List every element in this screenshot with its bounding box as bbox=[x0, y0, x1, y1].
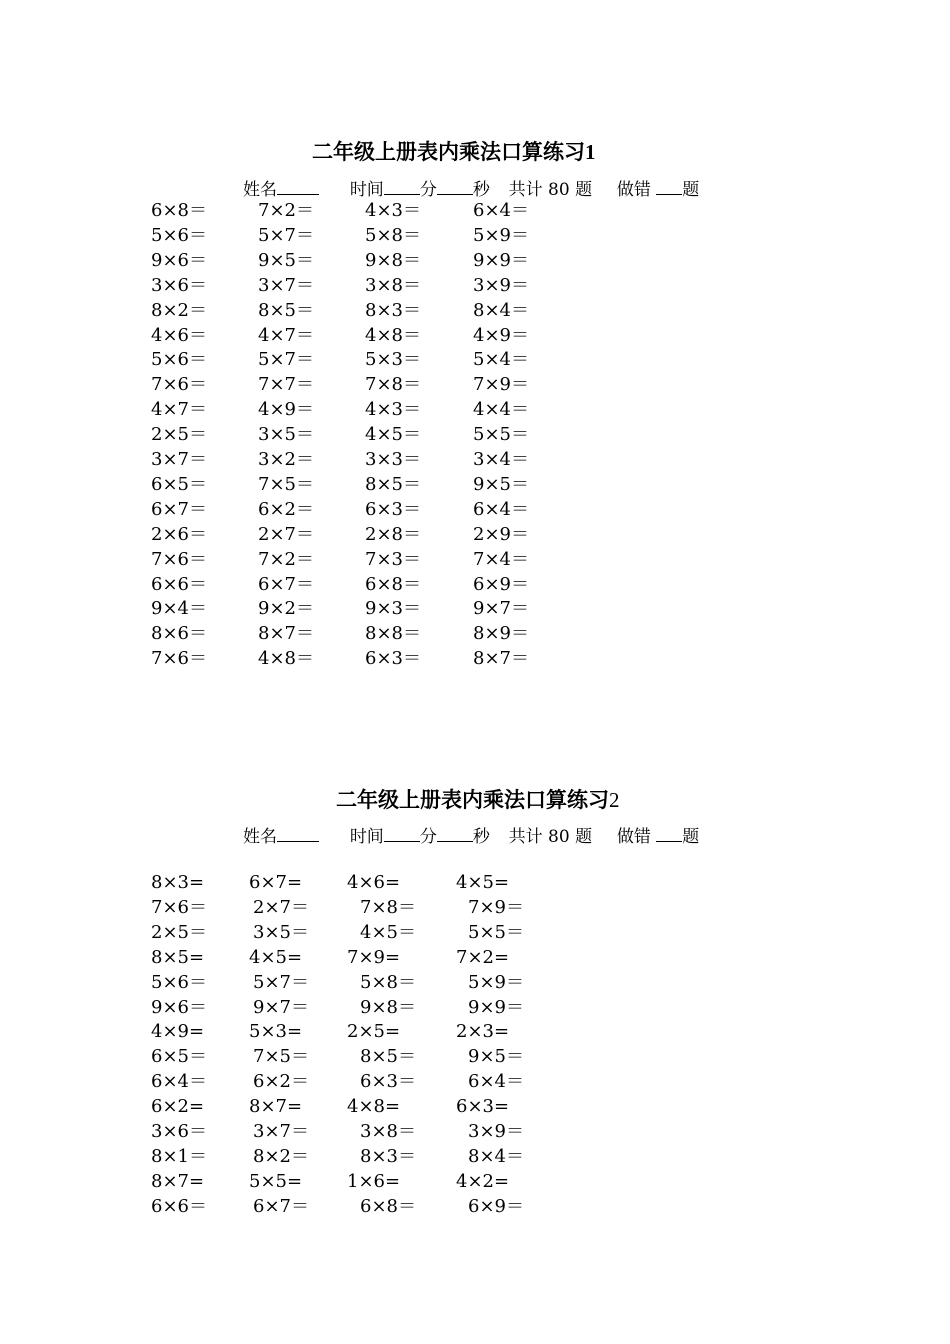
problem-cell: 8×7= bbox=[249, 1096, 303, 1118]
problem-cell: 4×9= bbox=[151, 1021, 205, 1043]
problem-cell: 8×5＝ bbox=[258, 299, 314, 321]
problem-cell: 8×5＝ bbox=[360, 1046, 416, 1068]
problem-cell: 7×5＝ bbox=[258, 473, 314, 495]
time-label: 时间 bbox=[349, 827, 384, 847]
problem-cell: 4×5= bbox=[249, 946, 303, 968]
name-blank[interactable] bbox=[277, 827, 319, 842]
problem-cell: 4×8＝ bbox=[258, 648, 314, 670]
problem-cell: 7×6＝ bbox=[151, 896, 207, 918]
title-number: 2 bbox=[609, 788, 620, 812]
problem-cell: 3×5＝ bbox=[253, 921, 309, 943]
problem-cell: 6×6＝ bbox=[151, 1195, 207, 1217]
problem-cell: 5×9＝ bbox=[468, 971, 524, 993]
wrong-unit: 题 bbox=[682, 827, 700, 847]
problem-cell: 2×6＝ bbox=[151, 523, 207, 545]
problem-cell: 9×8＝ bbox=[365, 249, 421, 271]
problem-cell: 8×1＝ bbox=[151, 1145, 207, 1167]
problem-cell: 6×5＝ bbox=[151, 1046, 207, 1068]
problem-cell: 3×3＝ bbox=[365, 449, 421, 470]
problem-cell: 4×5＝ bbox=[360, 921, 416, 943]
time-second-blank[interactable] bbox=[437, 827, 473, 842]
problem-cell: 2×8＝ bbox=[365, 523, 421, 545]
problem-cell: 4×6＝ bbox=[151, 324, 207, 346]
problem-cell: 8×2＝ bbox=[253, 1145, 309, 1167]
problem-cell: 6×2＝ bbox=[258, 498, 314, 520]
problem-cell: 5×6＝ bbox=[151, 971, 207, 993]
problem-cell: 5×6＝ bbox=[151, 349, 207, 371]
time-second-blank[interactable] bbox=[437, 180, 473, 195]
problem-cell: 8×2＝ bbox=[151, 299, 207, 321]
problem-cell: 3×6＝ bbox=[151, 1121, 207, 1142]
problem-cell: 3×8＝ bbox=[365, 274, 421, 296]
problem-cell: 6×3＝ bbox=[365, 648, 421, 670]
problem-cell: 7×9＝ bbox=[468, 896, 524, 918]
student-info-line-2 bbox=[243, 822, 699, 847]
problem-cell: 6×4＝ bbox=[151, 1071, 207, 1093]
title-text: 二年级上册表内乘法口算练习 bbox=[312, 139, 585, 164]
problem-cell: 9×9＝ bbox=[468, 996, 524, 1018]
problem-cell: 2×5＝ bbox=[151, 424, 207, 446]
wrong-blank[interactable] bbox=[656, 827, 682, 842]
problem-cell: 6×4＝ bbox=[473, 200, 529, 221]
problem-cell: 8×7＝ bbox=[473, 648, 529, 670]
wrong-blank[interactable] bbox=[656, 180, 682, 195]
total-count: 共计 80 题 bbox=[508, 827, 593, 847]
problem-cell: 4×4＝ bbox=[473, 399, 529, 421]
problem-cell: 7×2＝ bbox=[258, 200, 314, 221]
problem-cell: 5×7＝ bbox=[258, 224, 314, 246]
problem-cell: 7×5＝ bbox=[253, 1046, 309, 1068]
problem-cell: 2×7＝ bbox=[258, 523, 314, 545]
wrong-unit: 题 bbox=[682, 180, 700, 200]
problem-cell: 7×8＝ bbox=[365, 374, 421, 396]
wrong-label: 做错 bbox=[616, 827, 651, 847]
problem-cell: 5×5＝ bbox=[473, 424, 529, 446]
problem-cell: 7×2= bbox=[456, 946, 510, 968]
problem-cell: 4×8＝ bbox=[365, 324, 421, 346]
problem-cell: 4×7＝ bbox=[258, 324, 314, 346]
problem-cell: 5×8＝ bbox=[365, 224, 421, 246]
problem-cell: 3×9＝ bbox=[473, 274, 529, 296]
problem-cell: 3×8＝ bbox=[360, 1121, 416, 1142]
problem-cell: 6×7＝ bbox=[253, 1195, 309, 1217]
problem-cell: 6×4＝ bbox=[473, 498, 529, 520]
problem-cell: 3×6＝ bbox=[151, 274, 207, 296]
problem-cell: 5×5= bbox=[249, 1170, 303, 1192]
problem-cell: 6×5＝ bbox=[151, 473, 207, 495]
problem-cell: 5×8＝ bbox=[360, 971, 416, 993]
problem-cell: 9×6＝ bbox=[151, 249, 207, 271]
problem-cell: 6×2＝ bbox=[253, 1071, 309, 1093]
time-minute-blank[interactable] bbox=[384, 827, 420, 842]
problem-cell: 4×9＝ bbox=[473, 324, 529, 346]
problem-cell: 5×7＝ bbox=[253, 971, 309, 993]
problem-cell: 6×4＝ bbox=[468, 1071, 524, 1093]
problem-cell: 9×8＝ bbox=[360, 996, 416, 1018]
problem-cell: 7×9＝ bbox=[473, 374, 529, 396]
title-text: 二年级上册表内乘法口算练习 bbox=[336, 787, 609, 812]
problem-cell: 9×5＝ bbox=[473, 473, 529, 495]
problem-cell: 3×2＝ bbox=[258, 449, 314, 470]
problem-cell: 6×6＝ bbox=[151, 573, 207, 595]
problem-cell: 5×3= bbox=[249, 1021, 303, 1043]
problem-cell: 4×5= bbox=[456, 872, 510, 893]
minute-label: 分 bbox=[419, 827, 437, 847]
problem-cell: 6×8＝ bbox=[365, 573, 421, 595]
problem-cell: 4×5＝ bbox=[365, 424, 421, 446]
problem-cell: 4×8= bbox=[347, 1096, 401, 1118]
problem-cell: 7×6＝ bbox=[151, 548, 207, 570]
time-label: 时间 bbox=[349, 180, 384, 200]
problem-cell: 2×9＝ bbox=[473, 523, 529, 545]
problem-cell: 4×6= bbox=[347, 872, 401, 893]
problem-cell: 8×3= bbox=[151, 872, 205, 893]
problem-cell: 7×3＝ bbox=[365, 548, 421, 570]
problem-cell: 5×6＝ bbox=[151, 224, 207, 246]
problem-cell: 8×7= bbox=[151, 1170, 205, 1192]
problem-cell: 2×7＝ bbox=[253, 896, 309, 918]
problem-cell: 2×5＝ bbox=[151, 921, 207, 943]
problem-cell: 6×3＝ bbox=[365, 498, 421, 520]
problem-cell: 8×3＝ bbox=[365, 299, 421, 321]
problem-cell: 9×7＝ bbox=[473, 598, 529, 620]
problem-cell: 4×7＝ bbox=[151, 399, 207, 421]
problem-cell: 9×7＝ bbox=[253, 996, 309, 1018]
problem-cell: 8×3＝ bbox=[360, 1145, 416, 1167]
problem-cell: 4×3＝ bbox=[365, 399, 421, 421]
problem-cell: 9×5＝ bbox=[258, 249, 314, 271]
title-number: 1 bbox=[585, 140, 596, 164]
problem-cell: 9×4＝ bbox=[151, 598, 207, 620]
problem-cell: 4×2= bbox=[456, 1170, 510, 1192]
problem-cell: 8×6＝ bbox=[151, 623, 207, 645]
name-label: 姓名 bbox=[243, 180, 277, 200]
problem-cell: 8×7＝ bbox=[258, 623, 314, 645]
problem-cell: 5×9＝ bbox=[473, 224, 529, 246]
second-label: 秒 bbox=[472, 827, 490, 847]
problem-cell: 3×7＝ bbox=[151, 449, 207, 470]
problem-cell: 8×8＝ bbox=[365, 623, 421, 645]
problem-cell: 1×6= bbox=[347, 1170, 401, 1192]
problem-cell: 3×7＝ bbox=[253, 1121, 309, 1142]
problem-cell: 5×5＝ bbox=[468, 921, 524, 943]
problem-cell: 8×4＝ bbox=[468, 1145, 524, 1167]
problem-cell: 7×2＝ bbox=[258, 548, 314, 570]
problem-cell: 9×3＝ bbox=[365, 598, 421, 620]
problem-cell: 5×3＝ bbox=[365, 349, 421, 371]
problem-cell: 8×5= bbox=[151, 946, 205, 968]
worksheet-title-2 bbox=[336, 784, 620, 814]
problem-cell: 6×3= bbox=[456, 1096, 510, 1118]
problem-cell: 6×8＝ bbox=[151, 200, 207, 221]
problem-cell: 6×7= bbox=[249, 872, 303, 893]
problem-cell: 6×8＝ bbox=[360, 1195, 416, 1217]
problem-cell: 8×5＝ bbox=[365, 473, 421, 495]
total-count: 共计 80 题 bbox=[508, 180, 593, 200]
problem-cell: 7×6＝ bbox=[151, 374, 207, 396]
problem-cell: 3×7＝ bbox=[258, 274, 314, 296]
problem-cell: 9×2＝ bbox=[258, 598, 314, 620]
problem-cell: 5×7＝ bbox=[258, 349, 314, 371]
problem-cell: 6×9＝ bbox=[473, 573, 529, 595]
problem-cell: 3×4＝ bbox=[473, 449, 529, 470]
worksheet-title-1 bbox=[312, 136, 596, 166]
problem-cell: 2×3= bbox=[456, 1021, 510, 1043]
problem-cell: 9×9＝ bbox=[473, 249, 529, 271]
problem-cell: 7×4＝ bbox=[473, 548, 529, 570]
second-label: 秒 bbox=[472, 180, 490, 200]
problem-cell: 4×3＝ bbox=[365, 200, 421, 221]
problem-cell: 8×9＝ bbox=[473, 623, 529, 645]
problem-cell: 6×7＝ bbox=[258, 573, 314, 595]
problem-cell: 9×5＝ bbox=[468, 1046, 524, 1068]
problem-cell: 8×4＝ bbox=[473, 299, 529, 321]
problem-cell: 3×9＝ bbox=[468, 1121, 524, 1142]
problem-cell: 6×7＝ bbox=[151, 498, 207, 520]
problem-cell: 9×6＝ bbox=[151, 996, 207, 1018]
problem-cell: 7×8＝ bbox=[360, 896, 416, 918]
problem-cell: 5×4＝ bbox=[473, 349, 529, 371]
problem-cell: 6×2= bbox=[151, 1096, 205, 1118]
problem-cell: 6×3＝ bbox=[360, 1071, 416, 1093]
problem-cell: 2×5= bbox=[347, 1021, 401, 1043]
problem-cell: 7×6＝ bbox=[151, 648, 207, 670]
problem-cell: 7×7＝ bbox=[258, 374, 314, 396]
wrong-label: 做错 bbox=[616, 180, 651, 200]
time-minute-blank[interactable] bbox=[384, 180, 420, 195]
minute-label: 分 bbox=[419, 180, 437, 200]
problem-cell: 7×9= bbox=[347, 946, 401, 968]
name-label: 姓名 bbox=[243, 827, 277, 847]
name-blank[interactable] bbox=[277, 180, 319, 195]
problem-cell: 4×9＝ bbox=[258, 399, 314, 421]
problem-cell: 6×9＝ bbox=[468, 1195, 524, 1217]
problem-cell: 3×5＝ bbox=[258, 424, 314, 446]
student-info-line-1 bbox=[243, 175, 699, 200]
